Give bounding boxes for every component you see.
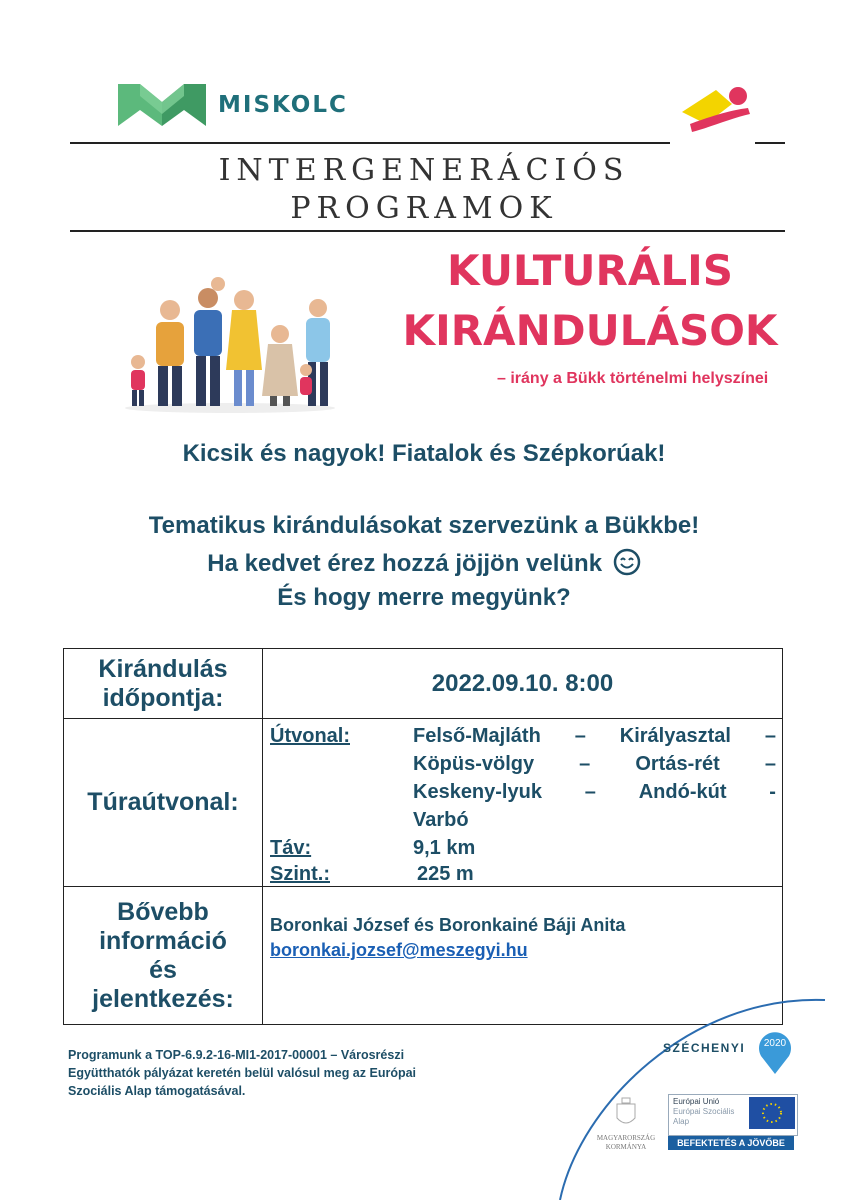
route-key: Útvonal: — [270, 724, 350, 747]
decorative-arc — [540, 985, 840, 1200]
table-row-route — [64, 719, 783, 887]
elevation-key: Szint.: — [270, 862, 330, 885]
eu-flag-icon — [749, 1097, 795, 1129]
date-label-line1: Kirándulás — [98, 654, 228, 683]
eu-text — [673, 1097, 734, 1127]
header-rule — [70, 142, 670, 144]
funding-note-line3: Szociális Alap támogatásával. — [68, 1084, 246, 1098]
distance-value: 9,1 km — [413, 836, 476, 859]
title-rule — [70, 230, 785, 232]
intro-line2: Tematikus kirándulásokat szervezünk a Bükkbe! — [148, 512, 700, 539]
smiley-icon — [613, 548, 641, 576]
route-dash: – — [584, 780, 596, 803]
route-dash: – — [579, 752, 591, 775]
date-label — [64, 649, 263, 719]
miskolc-logo-icon — [118, 80, 206, 130]
route-stop: Felső-Majláth — [413, 724, 541, 747]
logo-text: MISKOLC — [218, 92, 348, 118]
funding-note-line2: Együtthatók pályázat keretén belül valósul meg az Európai — [68, 1066, 417, 1080]
route-stop: Ortás-rét — [635, 752, 720, 775]
distance-key: Táv: — [270, 836, 312, 859]
route-stop: Királyasztal — [619, 724, 731, 747]
szechenyi-pin-icon — [757, 1030, 793, 1076]
government-label-line2: KORMÁNYA — [605, 1143, 647, 1151]
route-dash: - — [769, 780, 776, 803]
eu-text-line3: Alap — [673, 1117, 690, 1126]
eu-text-line1: Európai Unió — [673, 1097, 720, 1106]
route-line4: Varbó — [413, 808, 469, 831]
szechenyi-year: 2020 — [763, 1038, 787, 1049]
date-label-line2: időpontja: — [102, 683, 224, 712]
route-dash: – — [764, 752, 776, 775]
eu-text-line2: Európai Szociális — [673, 1107, 735, 1116]
info-label — [64, 887, 263, 1025]
info-label-line4: jelentkezés: — [92, 984, 234, 1013]
intro-line3 — [0, 548, 848, 578]
route-line1 — [413, 725, 776, 748]
route-stop: Keskeny-lyuk — [413, 780, 542, 803]
hero-heading-line1: KULTURÁLIS — [447, 246, 733, 295]
route-stop: Andó-kút — [638, 780, 727, 803]
szechenyi-logo-text: SZÉCHENYI — [663, 1041, 746, 1055]
contact-email-link[interactable]: boronkai.jozsef@meszegyi.hu — [270, 940, 528, 960]
date-value: 2022.09.10. 8:00 — [263, 649, 783, 719]
eu-logo-box — [668, 1094, 798, 1136]
table-row-date — [64, 649, 783, 719]
header-rule-right — [755, 142, 785, 144]
info-table — [63, 648, 783, 1025]
elevation-value: 225 m — [417, 862, 474, 885]
route-cell — [263, 719, 783, 887]
info-label-line1: Bővebb — [117, 897, 209, 926]
info-label-line2: információ — [99, 926, 227, 955]
funding-note-line1: Programunk a TOP-6.9.2-16-MI1-2017-00001 – Városrészi — [68, 1048, 405, 1062]
contact-names: Boronkai József és Boronkainé Báji Anita — [270, 915, 626, 935]
route-label: Túraútvonal: — [64, 719, 263, 887]
info-label-line3: és — [149, 955, 177, 984]
hero-subheading: – irány a Bükk történelmi helyszínei — [497, 370, 769, 387]
government-crest-icon — [614, 1096, 638, 1130]
route-line2 — [413, 753, 776, 776]
government-label-line1: MAGYARORSZÁG — [596, 1134, 656, 1142]
route-stop: Köpüs-völgy — [413, 752, 535, 775]
page-title-line1: INTERGENERÁCIÓS — [218, 153, 630, 188]
intro-line4: És hogy merre megyünk? — [277, 584, 571, 611]
hero-heading-line2: KIRÁNDULÁSOK — [402, 306, 778, 355]
skier-logo-icon — [676, 84, 756, 140]
intro-line1: Kicsik és nagyok! Fiatalok és Szépkorúak! — [182, 440, 666, 467]
route-line3 — [413, 781, 776, 804]
intro-line3-text: Ha kedvet érez hozzá jöjjön velünk — [207, 550, 603, 577]
eu-banner: BEFEKTETÉS A JÖVŐBE — [668, 1136, 794, 1150]
route-dash: – — [574, 724, 586, 747]
funding-note — [68, 1046, 416, 1100]
page-title-line2: PROGRAMOK — [290, 191, 558, 226]
family-illustration — [120, 270, 342, 414]
route-dash: – — [764, 724, 776, 747]
government-label — [594, 1134, 658, 1152]
